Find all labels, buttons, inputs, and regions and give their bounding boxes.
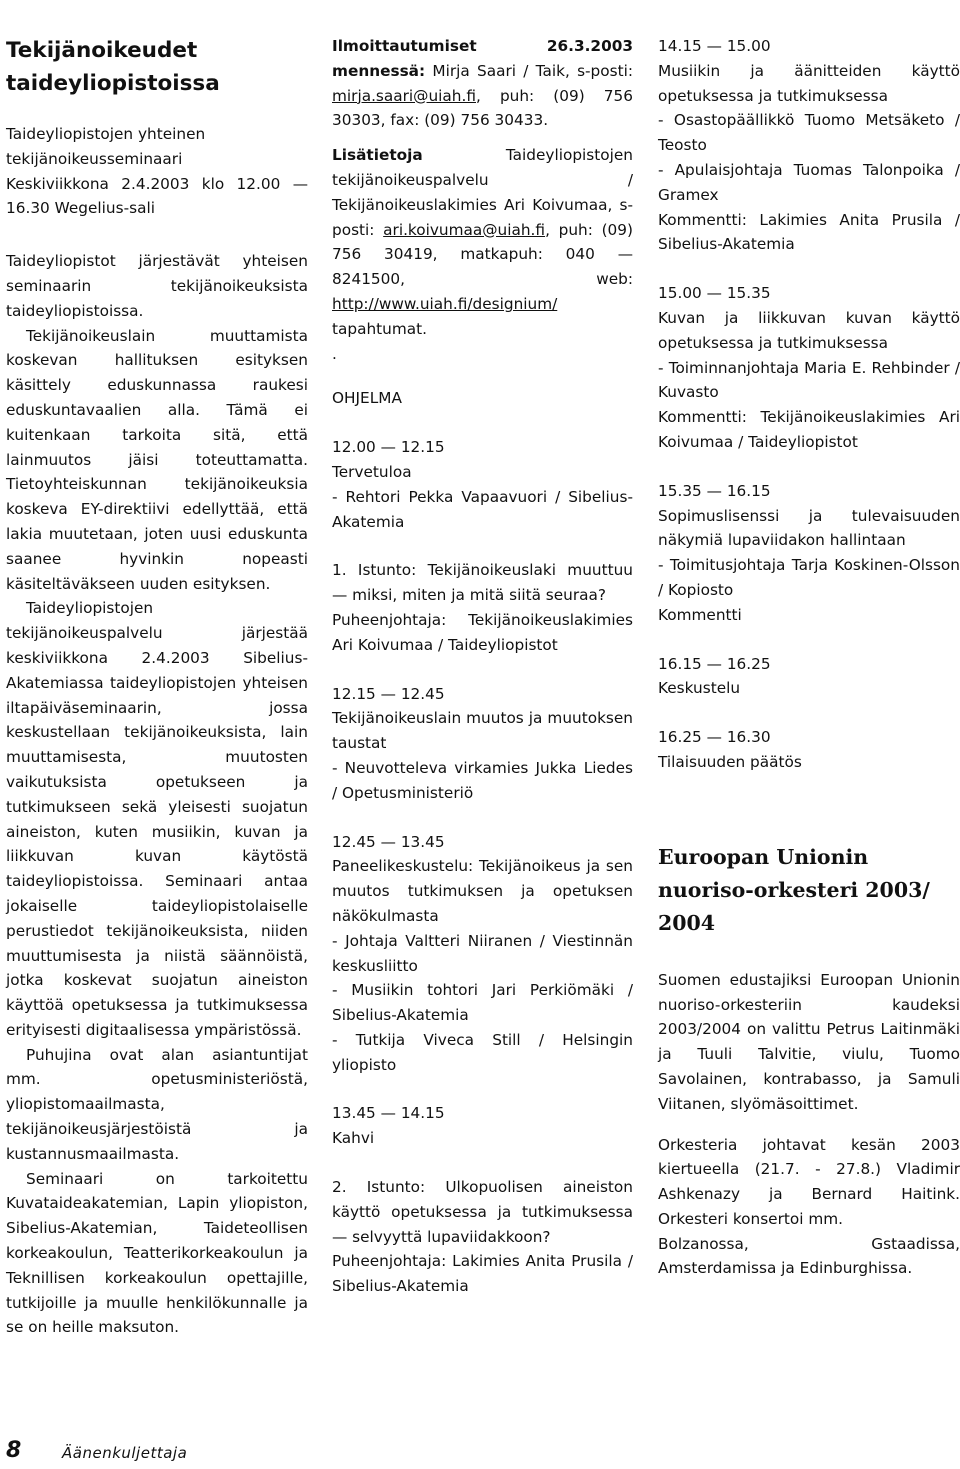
program-time: 12.45 — 13.45	[332, 832, 445, 851]
program-line: Kommentti	[658, 605, 742, 624]
program-line: Paneelikeskustelu: Tekijänoikeus ja sen muutos tutkimuksen ja opetuksen näkökulmasta	[332, 857, 633, 925]
column-left	[6, 34, 308, 1340]
program-line: - Osastopäällikkö Tuomo Metsäketo / Teosto	[658, 111, 960, 155]
program-item	[658, 281, 960, 455]
program-item	[658, 479, 960, 628]
program-line: Tekijänoikeuslain muutos ja muutoksen taustat	[332, 709, 633, 753]
program-line: - Rehtori Pekka Vapaavuori / Sibelius-Akatemia	[332, 487, 633, 531]
program-line: - Toimitusjohtaja Tarja Koskinen-Olsson / Kopiosto	[658, 556, 960, 599]
program-line: Musiikin ja äänitteiden käyttö opetuksessa ja tutkimuksessa	[658, 61, 960, 105]
magazine-name: Äänenkuljettaja	[62, 1444, 188, 1462]
registration-contact: Mirja Saari / Taik, s-posti:	[432, 61, 633, 80]
program-time: 16.25 — 16.30	[658, 728, 771, 747]
paragraph: Seminaari on tarkoitettu Kuvataideakatemian, Lapin yliopiston, Sibelius-Akatemian, Taideteollisen korkeakoulun, Teatterikorkeakoulun ja Teknillisen korkeakoulun opettajille, tutkijoille ja muulle henkilökunnalle ja se on heille maksuton.	[6, 1169, 308, 1337]
program-time: 12.15 — 12.45	[332, 684, 445, 703]
program-line: 1. Istunto: Tekijänoikeuslaki muuttuu — miksi, miten ja mitä siitä seuraa?	[332, 561, 633, 605]
program-item	[658, 34, 960, 257]
program-line: Keskustelu	[658, 679, 741, 698]
registration-phone: , puh: (09) 756 30303, fax: (09) 756 30433.	[332, 86, 633, 130]
program-line: - Neuvotteleva virkamies Jukka Liedes / Opetusministeriö	[332, 758, 633, 802]
paragraph: Taideyliopistot järjestävät yhteisen seminaarin tekijänoikeuksista taideyliopistoissa.	[6, 252, 308, 320]
column-right	[658, 34, 960, 1281]
program-time: 14.15 — 15.00	[658, 37, 771, 55]
program-line: Puheenjohtaja: Lakimies Anita Prusila / Sibelius-Akatemia	[332, 1252, 633, 1296]
program-time: 13.45 — 14.15	[332, 1104, 445, 1123]
program-time: 15.35 — 16.15	[658, 481, 771, 500]
program-line: 2. Istunto: Ulkopuolisen aineiston käyttö opetuksessa ja tutkimuksessa — selvyyttä lupaviidakkoon?	[332, 1178, 633, 1246]
program-line: Kahvi	[332, 1129, 375, 1148]
paragraph: Taideyliopistojen tekijänoikeuspalvelu järjestää keskiviikkona 2.4.2003 Sibelius-Akatemiassa taideyliopistojen yhteisen iltapäiväseminaarin, jossa keskustellaan tekijänoikeuksista, lain muuttamisesta, muutosten vaikutuksista opetukseen ja tutkimukseen sekä yleisesti suojatun aineiston, kuten musiikin, kuvan ja liikkuvan kuvan käytöstä taideyliopistoissa. Seminaari antaa jokaiselle taideyliopistolaiselle perustiedot tekijänoikeuksista, niiden muuttumisesta ja niistä säännöistä, jotka koskevat suojatun aineiston käyttöä opetuksessa ja tutkimuksessa erityisesti digitaalisessa ympäristössä.	[6, 599, 308, 1039]
paragraph: Puhujina ovat alan asiantuntijat mm. opetusministeriöstä, yliopistomaailmasta, tekijänoikeusjärjestöistä ja kustannusmaailmasta.	[6, 1045, 308, 1163]
program-line: Kuvan ja liikkuvan kuvan käyttö opetuksessa ja tutkimuksessa	[658, 308, 960, 352]
program-line: Puheenjohtaja: Tekijänoikeuslakimies Ari Koivumaa / Taideyliopistot	[332, 610, 633, 654]
program-item	[332, 682, 633, 806]
seminar-date: Keskiviikkona 2.4.2003 klo 12.00 — 16.30 Wegelius-sali	[6, 174, 308, 218]
more-info-label: Lisätietoja	[332, 146, 423, 165]
program-heading: OHJELMA	[332, 389, 402, 408]
paragraph: Bolzanossa, Gstaadissa, Amsterdamissa ja Edinburghissa.	[658, 1234, 960, 1278]
program-item	[332, 1101, 633, 1151]
program-line: - Apulaisjohtaja Tuomas Talonpoika / Gramex	[658, 160, 960, 204]
program-item	[658, 652, 960, 702]
orchestra-article-title: Euroopan Unionin nuoriso-orkesteri 2003/ 2004	[658, 844, 930, 935]
program-line: - Johtaja Valtteri Niiranen / Viestinnän keskusliitto	[332, 931, 633, 975]
program-item	[332, 1175, 633, 1299]
program-line: Tervetuloa	[332, 462, 412, 481]
more-info-email-link[interactable]: ari.koivumaa@uiah.fi	[383, 220, 546, 239]
paragraph: Tekijänoikeuslain muuttamista koskevan hallituksen esityksen käsittely eduskunnassa raukesi eduskuntavaalien alla. Tämä ei kuitenkaan tarkoita sitä, että lainmuutos jäisi toteuttamatta. Tietoyhteiskunnan tekijänoikeuksia koskeva EY-direktiivi edellyttää, että lakia muutetaan, joten uusi eduskunta saanee hyvinkin nopeasti käsiteltäväkseen uuden esityksen.	[6, 326, 308, 593]
program-item	[332, 830, 633, 1078]
paragraph: Suomen edustajiksi Euroopan Unionin nuoriso-orkesteriin kaudeksi 2003/2004 on valittu Petrus Laitinmäki ja Tuuli Talvitie, viulu, Tuomo Savolainen, kontrabasso, ja Samuli Viitanen, slyömäsoittimet.	[658, 970, 960, 1113]
program-time: 15.00 — 15.35	[658, 284, 771, 303]
website-link[interactable]: http://www.uiah.fi/designium/	[332, 294, 558, 313]
seminar-subtitle-line: Taideyliopistojen yhteinen	[6, 125, 206, 143]
more-info-phone: , puh: (09) 756 30419, matkapuh: 040 — 8241500, web:	[332, 220, 633, 289]
program-item	[658, 725, 960, 775]
program-line: - Musiikin tohtori Jari Perkiömäki / Sibelius-Akatemia	[332, 981, 633, 1025]
program-line: Kommentti: Lakimies Anita Prusila / Sibelius-Akatemia	[658, 210, 960, 254]
seminar-subtitle-line: tekijänoikeusseminaari	[6, 149, 183, 168]
program-time: 16.15 — 16.25	[658, 654, 771, 673]
more-info-contact: Taideyliopistojen tekijänoikeuspalvelu / Tekijänoikeuslakimies Ari Koivumaa, s-posti:	[332, 146, 633, 239]
program-line: Sopimuslisenssi ja tulevaisuuden näkymiä lupaviidakon hallintaan	[658, 506, 960, 550]
program-line: Kommentti: Tekijänoikeuslakimies Ari Koivumaa / Taideyliopistot	[658, 408, 960, 451]
program-line: - Tutkija Viveca Still / Helsingin yliopisto	[332, 1030, 633, 1074]
column-middle	[332, 34, 633, 1299]
program-item	[332, 435, 633, 534]
program-time: 12.00 — 12.15	[332, 438, 445, 457]
stray-dot: .	[332, 344, 337, 363]
registration-info	[332, 34, 633, 133]
page-number: 8	[6, 1438, 22, 1463]
program-item	[332, 558, 633, 657]
registration-label: Ilmoittautumiset 26.3.2003 mennessä:	[332, 37, 633, 80]
article-title: Tekijänoikeudet taideyliopistoissa	[6, 38, 220, 96]
more-info	[332, 143, 633, 341]
paragraph: Orkesteria johtavat kesän 2003 kiertueella (21.7. - 27.8.) Vladimir Ashkenazy ja Bernard Haitink. Orkesteri konsertoi mm.	[658, 1135, 960, 1228]
more-info-tail: tapahtumat.	[332, 319, 427, 338]
program-line: - Toiminnanjohtaja Maria E. Rehbinder / Kuvasto	[658, 358, 960, 402]
program-line: Tilaisuuden päätös	[658, 752, 802, 771]
registration-email-link[interactable]: mirja.saari@uiah.fi	[332, 86, 476, 105]
